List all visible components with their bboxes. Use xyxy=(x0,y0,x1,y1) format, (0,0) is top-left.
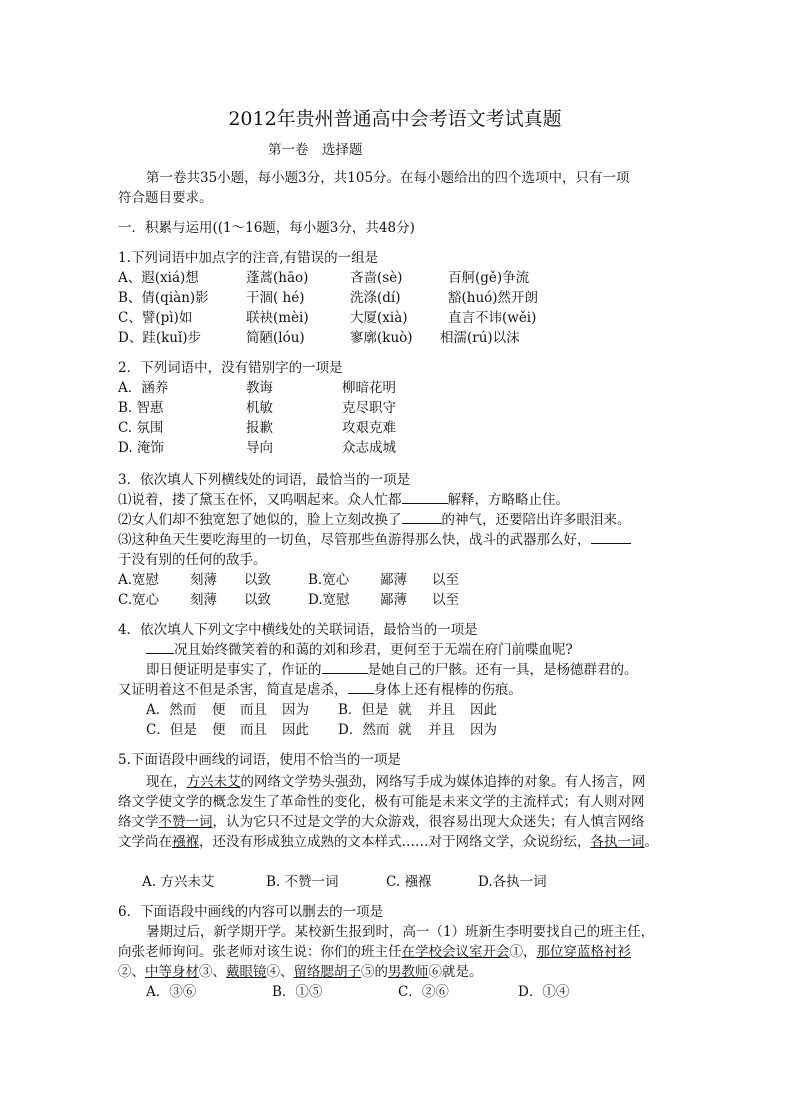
q5-passage-line-3 xyxy=(118,812,645,832)
answer-blank xyxy=(402,490,448,504)
q2-option: B. 智惠 xyxy=(118,400,164,416)
q4-option: 因此 xyxy=(470,702,497,718)
answer-blank xyxy=(146,640,174,654)
q5-option: C. 襁褓 xyxy=(386,874,432,890)
q2-option: 导向 xyxy=(246,440,273,456)
volume-heading: 第一卷 选择题 xyxy=(268,142,363,158)
q6-underlined-phrase: 男教师 xyxy=(388,964,429,980)
q5-stem: 5.下面语段中画线的词语，使用不恰当的一项是 xyxy=(118,752,401,768)
q1-option: 豁(huó)然开朗 xyxy=(448,290,539,306)
q4-passage-2 xyxy=(146,660,638,680)
q5-underlined-term: 方兴未艾 xyxy=(186,774,241,790)
q4-option: B．但是 xyxy=(338,702,389,718)
q3-sentence-1 xyxy=(118,490,569,510)
answer-blank xyxy=(322,660,368,674)
q6-underlined-phrase: 中等身材 xyxy=(145,964,199,980)
q3-option: A.宽慰 xyxy=(118,572,160,588)
q6-passage-line-2 xyxy=(118,942,631,962)
q5-text: 的网络文学势头强劲，网络写手成为媒体追捧的对象。有人扬言，网 xyxy=(240,774,646,790)
q6-text: 向张老师询问。张老师对该生说：你们的班主任 xyxy=(118,944,402,960)
q6-text: ①， xyxy=(509,944,537,960)
q5-passage-line-4 xyxy=(118,832,658,852)
q6-option: B．①⑤ xyxy=(272,984,323,1000)
q6-text: ⑥就是。 xyxy=(428,964,483,980)
q2-option: 机敏 xyxy=(246,400,273,416)
q1-option: 相濡(rú)以沫 xyxy=(440,330,520,346)
q4-passage-3 xyxy=(118,680,522,700)
q4-option: 并且 xyxy=(428,702,455,718)
section-heading: 一．积累与运用((1～16题，每小题3分，共48分) xyxy=(118,220,415,236)
q4-option: 因为 xyxy=(282,702,309,718)
q2-option: 报歉 xyxy=(246,420,273,436)
answer-blank xyxy=(348,680,374,694)
q2-option: D. 淹饰 xyxy=(118,440,164,456)
q1-option: 寥廓(kuò) xyxy=(350,330,413,346)
q2-option: 柳暗花明 xyxy=(342,380,396,396)
q4-option: 就 xyxy=(398,722,412,738)
q2-stem: 2．下列词语中，没有错别字的一项是 xyxy=(118,360,343,376)
q5-underlined-term: 各执一词 xyxy=(590,834,645,850)
q2-option: 教诲 xyxy=(246,380,273,396)
q4-option: 并且 xyxy=(428,722,455,738)
q1-stem: 1.下列词语中加点字的注音,有错误的一组是 xyxy=(118,250,379,266)
q4-passage-3-a: 又证明着这不但是杀害，简直是虐杀， xyxy=(118,682,348,698)
q3-sentence-2 xyxy=(118,510,631,530)
q1-option: D、跬(kuǐ)步 xyxy=(118,330,202,346)
q3-option: 刻薄 xyxy=(190,592,217,608)
q3-sentence-2-a: ⑵女人们却不独宽恕了她似的，脸上立刻改换了 xyxy=(118,512,402,528)
q6-underlined-phrase: 留络腮胡子 xyxy=(293,964,361,980)
q1-option: C、譬(pì)如 xyxy=(118,310,193,326)
q2-option: 众志成城 xyxy=(342,440,396,456)
q6-stem: 6．下面语段中画线的内容可以删去的一项是 xyxy=(118,904,384,920)
q1-option: 蓬蒿(hāo) xyxy=(246,270,309,286)
q1-option: 联袂(mèi) xyxy=(246,310,309,326)
q3-option: D.宽慰 xyxy=(308,592,350,608)
q6-text: ⑤的 xyxy=(361,964,388,980)
q4-option: C．但是 xyxy=(146,722,197,738)
q4-option: 而且 xyxy=(240,702,267,718)
q5-passage-line-2: 络文学使文学的概念发生了革命性的变化，极有可能是未来文学的主流样式；有人则对网 xyxy=(118,794,645,810)
q6-underlined-phrase: 那位穿蓝格衬衫 xyxy=(536,944,631,960)
q6-option: C．②⑥ xyxy=(398,984,449,1000)
q4-passage-1-b: 况且始终微笑着的和蔼的刘和珍君，更何至于无端在府门前喋血呢? xyxy=(174,642,573,658)
q3-option: 刻薄 xyxy=(190,572,217,588)
q3-option: B.宽心 xyxy=(308,572,350,588)
q3-sentence-3-a: ⑶这种鱼天生要吃海里的一切鱼，尽管那些鱼游得那么快，战斗的武器那么好， xyxy=(118,532,591,548)
q1-option: 直言不讳(wěi) xyxy=(448,310,537,326)
q3-sentence-2-b: 的神气，还要陪出许多眼泪来。 xyxy=(441,512,631,528)
q5-text: 文学尚在 xyxy=(118,834,172,850)
q6-text: ④、 xyxy=(266,964,294,980)
q6-option: D．①④ xyxy=(518,984,570,1000)
q6-passage-line-3 xyxy=(118,962,483,982)
q4-stem: 4．依次填人下列文字中横线处的关联词语，最恰当的一项是 xyxy=(118,622,478,638)
q4-option: 就 xyxy=(398,702,412,718)
q4-passage-2-b: 是她自己的尸骸。还有一具，是杨德群君的。 xyxy=(367,662,638,678)
intro-line-2: 符合题目要求。 xyxy=(118,190,213,206)
intro-line-1: 第一卷共35小题，每小题3分，共105分。在每小题给出的四个选项中，只有一项 xyxy=(146,170,630,186)
q6-option: A．③⑥ xyxy=(146,984,197,1000)
q1-option: 干涸( hé) xyxy=(246,290,305,306)
q5-underlined-term: 襁褓 xyxy=(172,834,199,850)
answer-blank xyxy=(591,530,631,544)
q3-option: 鄙薄 xyxy=(380,572,407,588)
q4-passage-3-b: 身体上还有棍棒的伤痕。 xyxy=(373,682,522,698)
q1-option: 简陋(lóu) xyxy=(246,330,305,346)
q5-text: 络文学 xyxy=(118,814,159,830)
q2-option: C. 氛围 xyxy=(118,420,164,436)
page-title: 2012年贵州普通高中会考语文考试真题 xyxy=(228,108,562,130)
q4-option: 因为 xyxy=(470,722,497,738)
q3-option: 以致 xyxy=(244,572,271,588)
q5-underlined-term: 不赞一词 xyxy=(158,814,213,830)
q1-option: A、遐(xiá)想 xyxy=(118,270,199,286)
q3-option: 以致 xyxy=(244,592,271,608)
q5-text: 。 xyxy=(644,834,658,850)
q5-text: ，还没有形成独立成熟的文本样式……对于网络文学，众说纷纭， xyxy=(199,834,591,850)
q1-option: 百舸(gě)争流 xyxy=(448,270,530,286)
q4-passage-2-a: 即日便证明是事实了，作证的 xyxy=(146,662,322,678)
answer-blank xyxy=(402,510,442,524)
q5-passage-line-1 xyxy=(146,772,646,792)
q6-underlined-phrase: 在学校会议室开会 xyxy=(401,944,510,960)
q6-text: ③、 xyxy=(199,964,226,980)
q4-option: 便 xyxy=(212,722,226,738)
q4-passage-1 xyxy=(146,640,573,660)
q3-option: C.宽心 xyxy=(118,592,160,608)
q1-option: 大厦(xià) xyxy=(350,310,408,326)
q3-sentence-1-b: 解释，方略略止住。 xyxy=(447,492,569,508)
q3-stem: 3．依次填人下列横线处的词语，最恰当的一项是 xyxy=(118,472,411,488)
q1-option: 吝啬(sè) xyxy=(350,270,403,286)
q3-sentence-3 xyxy=(118,530,631,550)
q1-option: 洗涤(dí) xyxy=(350,290,401,306)
q3-sentence-3-cont: 于没有别的任何的敌手。 xyxy=(118,552,267,568)
q3-option: 鄙薄 xyxy=(380,592,407,608)
q2-option: A．涵养 xyxy=(118,380,169,396)
q4-option: D．然而 xyxy=(338,722,390,738)
q4-option: 因此 xyxy=(282,722,309,738)
q1-option: B、倩(qiàn)影 xyxy=(118,290,209,306)
q5-text: 现在， xyxy=(146,774,187,790)
q2-option: 攻艰克难 xyxy=(342,420,396,436)
q5-option: A. 方兴未艾 xyxy=(142,874,215,890)
q4-option: 而且 xyxy=(240,722,267,738)
q3-option: 以至 xyxy=(432,592,459,608)
q6-text: ②、 xyxy=(118,964,145,980)
q3-option: 以至 xyxy=(432,572,459,588)
q4-option: 便 xyxy=(212,702,226,718)
q2-option: 克尽职守 xyxy=(342,400,396,416)
q5-option: D.各执一词 xyxy=(478,874,547,890)
q3-sentence-1-a: ⑴说着，搂了黛玉在怀，又呜咽起来。众人忙都 xyxy=(118,492,402,508)
q5-option: B. 不赞一词 xyxy=(266,874,339,890)
q6-passage-line-1: 暑期过后，新学期开学。某校新生报到时，高一（1）班新生李明要找自己的班主任， xyxy=(146,924,655,940)
q6-underlined-phrase: 戴眼镜 xyxy=(226,964,267,980)
q4-option: A．然而 xyxy=(146,702,197,718)
q5-text: ，认为它只不过是文学的大众游戏，很容易出现大众迷失；有人慎言网络 xyxy=(212,814,645,830)
